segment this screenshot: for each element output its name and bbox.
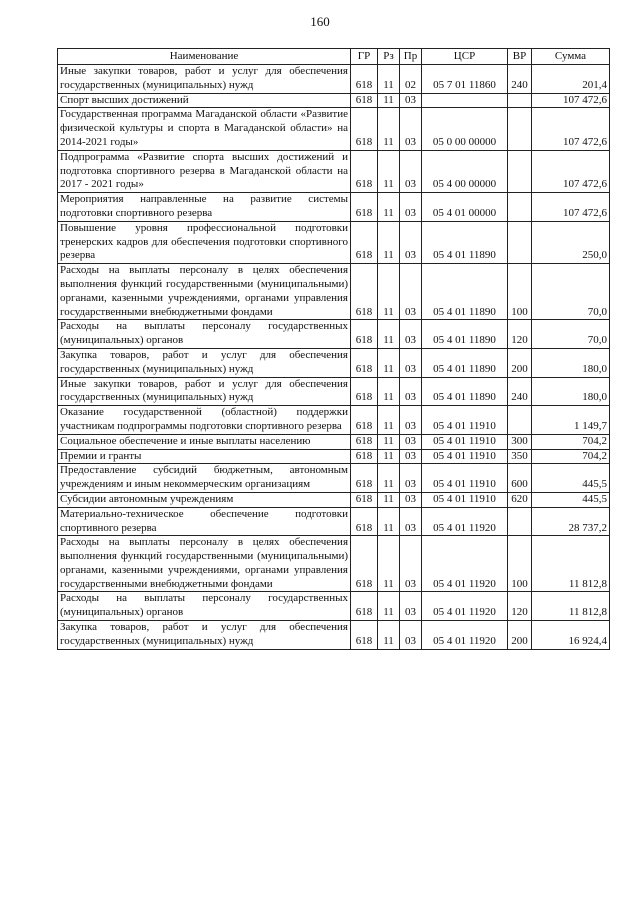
table-row (58, 108, 610, 150)
table-row (58, 377, 610, 406)
table-row (58, 193, 610, 222)
cell-name: Закупка товаров, работ и услуг для обеспечения государственных (муниципальных) нужд (58, 348, 351, 377)
table-row (58, 348, 610, 377)
cell-pr: 03 (400, 221, 422, 263)
cell-sum: 1 149,7 (532, 406, 610, 435)
cell-vr: 200 (508, 621, 532, 650)
cell-vr: 600 (508, 464, 532, 493)
cell-gr: 618 (351, 449, 378, 464)
cell-name: Субсидии автономным учреждениям (58, 492, 351, 507)
cell-vr (508, 406, 532, 435)
cell-pr: 03 (400, 320, 422, 349)
cell-rz: 11 (378, 464, 400, 493)
cell-gr: 618 (351, 434, 378, 449)
cell-csr: 05 4 01 11910 (422, 434, 508, 449)
cell-vr: 120 (508, 592, 532, 621)
cell-vr: 100 (508, 264, 532, 320)
cell-sum: 70,0 (532, 320, 610, 349)
cell-vr (508, 108, 532, 150)
cell-name: Оказание государственной (областной) поддержки участникам подпрограммы подготовки спортивного резерва (58, 406, 351, 435)
cell-vr: 350 (508, 449, 532, 464)
cell-gr: 618 (351, 108, 378, 150)
page-number: 160 (310, 14, 330, 29)
cell-name: Подпрограмма «Развитие спорта высших достижений и подготовка спортивного резерва в Магаданской области на 2017 - 2021 годы» (58, 150, 351, 192)
cell-csr: 05 4 01 11910 (422, 449, 508, 464)
cell-pr: 03 (400, 592, 422, 621)
cell-rz: 11 (378, 621, 400, 650)
cell-vr: 240 (508, 65, 532, 94)
table-row (58, 464, 610, 493)
cell-gr: 618 (351, 377, 378, 406)
cell-gr: 618 (351, 592, 378, 621)
cell-sum: 180,0 (532, 348, 610, 377)
cell-vr (508, 150, 532, 192)
cell-pr: 03 (400, 492, 422, 507)
cell-sum: 107 472,6 (532, 108, 610, 150)
cell-name: Расходы на выплаты персоналу государственных (муниципальных) органов (58, 320, 351, 349)
cell-gr: 618 (351, 93, 378, 108)
table-row (58, 93, 610, 108)
cell-name: Закупка товаров, работ и услуг для обеспечения государственных (муниципальных) нужд (58, 621, 351, 650)
header-sum: Сумма (532, 49, 610, 65)
cell-sum: 107 472,6 (532, 93, 610, 108)
table-row (58, 65, 610, 94)
cell-sum: 180,0 (532, 377, 610, 406)
cell-vr: 240 (508, 377, 532, 406)
cell-csr: 05 4 01 11910 (422, 464, 508, 493)
cell-rz: 11 (378, 193, 400, 222)
header-row (58, 49, 610, 65)
table-row (58, 507, 610, 536)
cell-csr: 05 4 01 00000 (422, 193, 508, 222)
cell-csr: 05 4 01 11890 (422, 264, 508, 320)
cell-name: Материально-техническое обеспечение подготовки спортивного резерва (58, 507, 351, 536)
cell-rz: 11 (378, 150, 400, 192)
cell-csr: 05 7 01 11860 (422, 65, 508, 94)
cell-gr: 618 (351, 621, 378, 650)
cell-rz: 11 (378, 221, 400, 263)
cell-rz: 11 (378, 65, 400, 94)
cell-csr: 05 4 01 11890 (422, 348, 508, 377)
cell-csr: 05 4 01 11910 (422, 492, 508, 507)
table-body (58, 65, 610, 650)
cell-gr: 618 (351, 221, 378, 263)
cell-gr: 618 (351, 193, 378, 222)
cell-gr: 618 (351, 320, 378, 349)
table-row (58, 221, 610, 263)
cell-sum: 445,5 (532, 492, 610, 507)
cell-pr: 03 (400, 348, 422, 377)
cell-csr (422, 93, 508, 108)
cell-pr: 03 (400, 93, 422, 108)
budget-table (57, 48, 610, 650)
cell-name: Мероприятия направленные на развитие системы подготовки спортивного резерва (58, 193, 351, 222)
cell-gr: 618 (351, 464, 378, 493)
cell-gr: 618 (351, 150, 378, 192)
cell-rz: 11 (378, 348, 400, 377)
table-row (58, 320, 610, 349)
cell-name: Иные закупки товаров, работ и услуг для обеспечения государственных (муниципальных) нужд (58, 377, 351, 406)
table-row (58, 621, 610, 650)
cell-rz: 11 (378, 406, 400, 435)
cell-sum: 201,4 (532, 65, 610, 94)
cell-gr: 618 (351, 65, 378, 94)
cell-name: Расходы на выплаты персоналу государственных (муниципальных) органов (58, 592, 351, 621)
cell-csr: 05 4 01 11890 (422, 221, 508, 263)
header-gr: ГР (351, 49, 378, 65)
cell-pr: 03 (400, 150, 422, 192)
cell-gr: 618 (351, 507, 378, 536)
table-row (58, 150, 610, 192)
cell-vr (508, 221, 532, 263)
cell-rz: 11 (378, 320, 400, 349)
cell-rz: 11 (378, 377, 400, 406)
cell-vr: 200 (508, 348, 532, 377)
cell-pr: 02 (400, 65, 422, 94)
cell-pr: 03 (400, 264, 422, 320)
cell-rz: 11 (378, 264, 400, 320)
cell-rz: 11 (378, 592, 400, 621)
cell-name: Повышение уровня профессиональной подготовки тренерских кадров для обеспечения подготовки спортивного резерва (58, 221, 351, 263)
cell-pr: 03 (400, 377, 422, 406)
table-row (58, 264, 610, 320)
cell-rz: 11 (378, 93, 400, 108)
cell-sum: 445,5 (532, 464, 610, 493)
cell-sum: 107 472,6 (532, 150, 610, 192)
table-row (58, 536, 610, 592)
cell-name: Иные закупки товаров, работ и услуг для обеспечения государственных (муниципальных) нужд (58, 65, 351, 94)
table-row (58, 434, 610, 449)
cell-pr: 03 (400, 621, 422, 650)
table-row (58, 406, 610, 435)
cell-pr: 03 (400, 507, 422, 536)
cell-gr: 618 (351, 406, 378, 435)
header-name: Наименование (58, 49, 351, 65)
cell-pr: 03 (400, 464, 422, 493)
cell-sum: 107 472,6 (532, 193, 610, 222)
cell-csr: 05 4 01 11890 (422, 377, 508, 406)
cell-name: Предоставление субсидий бюджетным, автономным учреждениям и иным некоммерческим организациям (58, 464, 351, 493)
cell-name: Социальное обеспечение и иные выплаты населению (58, 434, 351, 449)
cell-vr (508, 193, 532, 222)
cell-name: Государственная программа Магаданской области «Развитие физической культуры и спорта в Магаданской области» на 2014-2021 годы» (58, 108, 351, 150)
cell-sum: 704,2 (532, 434, 610, 449)
table-row (58, 592, 610, 621)
cell-sum: 250,0 (532, 221, 610, 263)
cell-rz: 11 (378, 507, 400, 536)
cell-rz: 11 (378, 434, 400, 449)
cell-rz: 11 (378, 449, 400, 464)
cell-pr: 03 (400, 193, 422, 222)
cell-pr: 03 (400, 449, 422, 464)
cell-rz: 11 (378, 536, 400, 592)
cell-name: Расходы на выплаты персоналу в целях обеспечения выполнения функций государственными (муниципальными) органами, казенными учреждениями, органами управления государственными внебюджетными фондами (58, 264, 351, 320)
cell-pr: 03 (400, 536, 422, 592)
cell-vr: 300 (508, 434, 532, 449)
cell-csr: 05 4 00 00000 (422, 150, 508, 192)
cell-csr: 05 4 01 11890 (422, 320, 508, 349)
cell-sum: 11 812,8 (532, 536, 610, 592)
cell-gr: 618 (351, 348, 378, 377)
table-row (58, 449, 610, 464)
cell-pr: 03 (400, 406, 422, 435)
header-vr: ВР (508, 49, 532, 65)
cell-vr (508, 507, 532, 536)
header-pr: Пр (400, 49, 422, 65)
cell-vr: 100 (508, 536, 532, 592)
cell-rz: 11 (378, 492, 400, 507)
cell-rz: 11 (378, 108, 400, 150)
cell-sum: 16 924,4 (532, 621, 610, 650)
cell-gr: 618 (351, 536, 378, 592)
cell-name: Расходы на выплаты персоналу в целях обеспечения выполнения функций государственными (муниципальными) органами, казенными учреждениями, органами управления государственными внебюджетными фондами (58, 536, 351, 592)
cell-csr: 05 4 01 11920 (422, 592, 508, 621)
cell-sum: 704,2 (532, 449, 610, 464)
cell-name: Премии и гранты (58, 449, 351, 464)
cell-csr: 05 4 01 11920 (422, 507, 508, 536)
cell-sum: 28 737,2 (532, 507, 610, 536)
cell-csr: 05 4 01 11920 (422, 621, 508, 650)
table-row (58, 492, 610, 507)
cell-csr: 05 0 00 00000 (422, 108, 508, 150)
cell-pr: 03 (400, 434, 422, 449)
header-csr: ЦСР (422, 49, 508, 65)
cell-sum: 11 812,8 (532, 592, 610, 621)
cell-vr: 620 (508, 492, 532, 507)
cell-csr: 05 4 01 11920 (422, 536, 508, 592)
cell-gr: 618 (351, 264, 378, 320)
cell-sum: 70,0 (532, 264, 610, 320)
cell-name: Спорт высших достижений (58, 93, 351, 108)
cell-gr: 618 (351, 492, 378, 507)
cell-csr: 05 4 01 11910 (422, 406, 508, 435)
cell-vr: 120 (508, 320, 532, 349)
header-rz: Рз (378, 49, 400, 65)
cell-pr: 03 (400, 108, 422, 150)
cell-vr (508, 93, 532, 108)
